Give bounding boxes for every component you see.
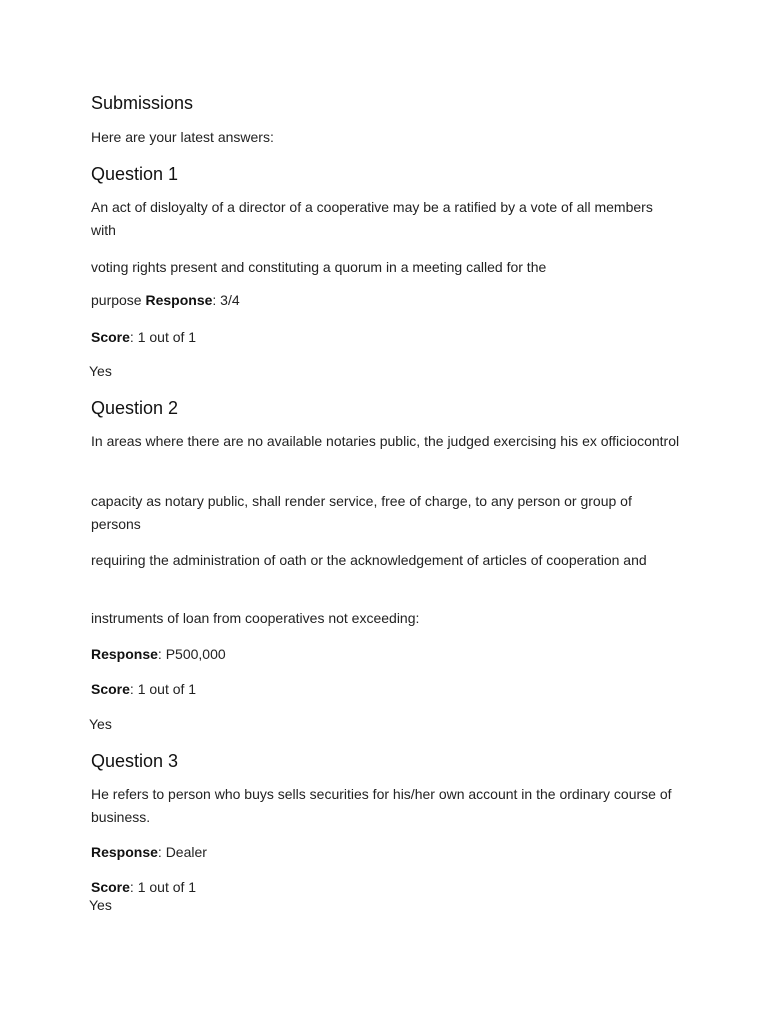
response-label: Response: [91, 646, 158, 662]
response-value: : Dealer: [157, 844, 207, 860]
response-label: Response: [91, 844, 158, 860]
score-label: Score: [91, 681, 130, 697]
score-label: Score: [91, 329, 130, 345]
response-value: : P500,000: [157, 646, 226, 662]
question-1-heading: Question 1: [91, 164, 179, 184]
question-1-text-line: purpose: [91, 292, 142, 308]
question-2-text-line: capacity as notary public, shall render service, free of charge, to any person or group of persons: [91, 493, 632, 532]
question-2-result: Yes: [89, 716, 112, 732]
question-2-text-line: instruments of loan from cooperatives not exceeding:: [91, 610, 420, 626]
question-3-heading: Question 3: [91, 751, 179, 771]
question-1-score: [91, 326, 196, 349]
page-title: Submissions: [91, 93, 194, 113]
response-value: : 3/4: [212, 292, 240, 308]
question-1-result: Yes: [89, 363, 112, 379]
question-2-score: [91, 678, 196, 701]
response-label: Response: [145, 292, 213, 308]
question-2-response: [91, 643, 226, 666]
score-value: : 1 out of 1: [129, 879, 197, 895]
question-2-heading: Question 2: [91, 398, 179, 418]
question-3-response: [91, 841, 207, 864]
score-value: : 1 out of 1: [129, 681, 197, 697]
question-1-response-line: [91, 289, 240, 312]
question-2-text-line: In areas where there are no available notaries public, the judged exercising his ex officiocontrol: [91, 433, 680, 449]
question-3-text-line: He refers to person who buys sells securities for his/her own account in the ordinary course of business.: [91, 786, 672, 825]
question-1-text-line: voting rights present and constituting a quorum in a meeting called for the: [91, 259, 547, 275]
score-label: Score: [91, 879, 130, 895]
score-value: : 1 out of 1: [129, 329, 197, 345]
intro-text: Here are your latest answers:: [91, 129, 274, 145]
question-1-text-line: An act of disloyalty of a director of a cooperative may be a ratified by a vote of all members with: [91, 199, 653, 238]
question-3-result: Yes: [89, 897, 112, 913]
question-2-text-line: requiring the administration of oath or the acknowledgement of articles of cooperation and: [91, 552, 647, 568]
